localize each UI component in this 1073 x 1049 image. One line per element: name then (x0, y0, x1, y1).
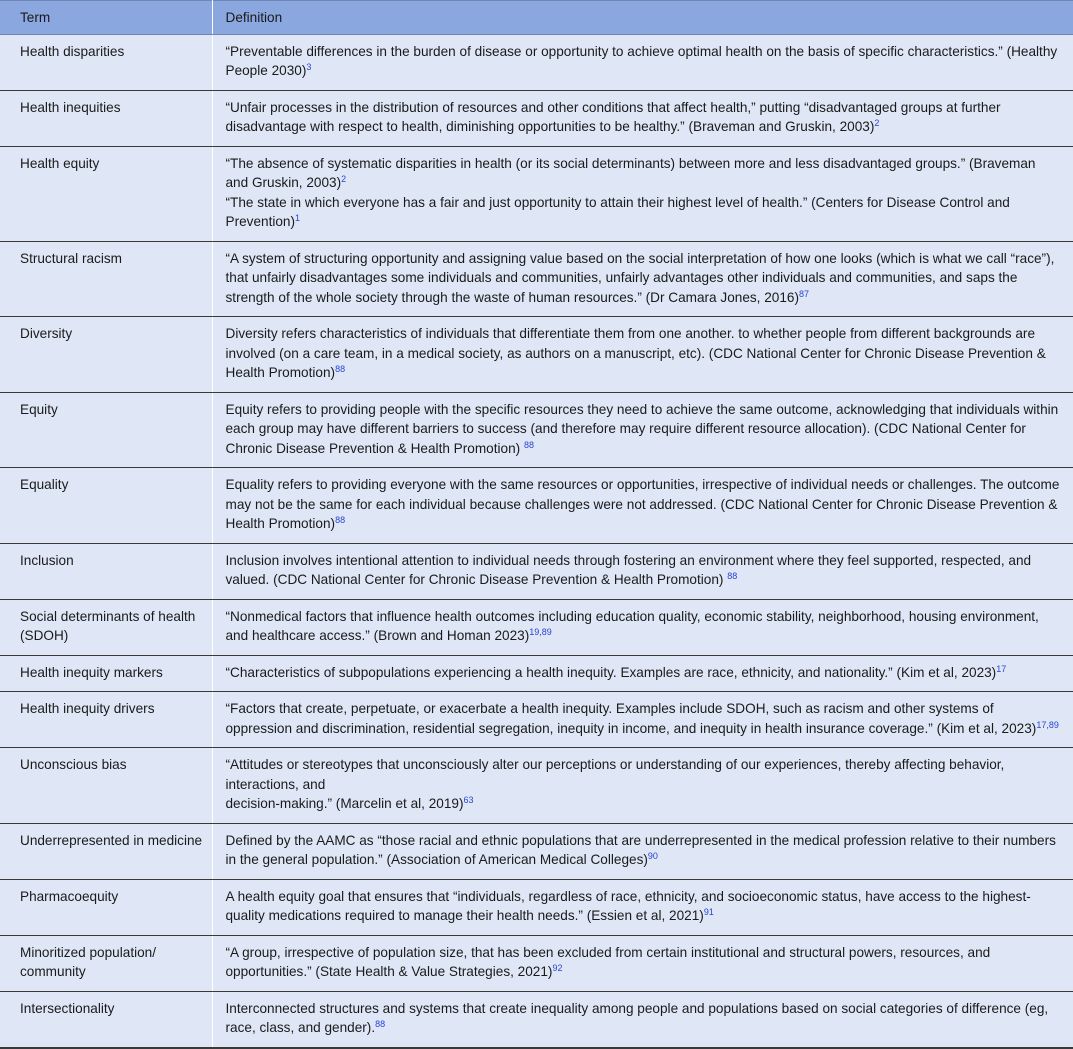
reference-link[interactable]: 2 (874, 118, 880, 128)
table-row (0, 879, 1073, 935)
reference-superscript (306, 62, 311, 72)
definition-text (226, 551, 1062, 590)
reference-link[interactable]: 87 (799, 288, 810, 299)
reference-superscript (648, 851, 658, 861)
definition-cell (212, 468, 1073, 544)
definition-cell (212, 655, 1073, 692)
definition-column-header: Definition (212, 1, 1073, 35)
definition-text (226, 663, 1062, 683)
definition-text (226, 943, 1062, 982)
definition-cell (212, 34, 1073, 90)
definition-text (226, 887, 1062, 926)
definition-text (226, 999, 1062, 1038)
definition-text (226, 794, 1062, 814)
reference-link[interactable]: 19,89 (529, 627, 552, 637)
reference-link[interactable]: 2 (341, 174, 347, 184)
table-row (0, 748, 1073, 824)
term-column-header: Term (0, 1, 212, 35)
definition-cell (212, 692, 1073, 748)
table-row (0, 935, 1073, 991)
table-row (0, 655, 1073, 692)
term-cell: Unconscious bias (0, 748, 212, 824)
definition-quote: “A system of structuring opportunity and assigning value based on the social interpretation of how one looks (which is what we call “race”), that unfairly disadvantages some individuals and communities, unfairly advantages other individuals and communities, and saps the strength of the whole society through the waste of human resources.” (Dr Camara Jones, 2016) (225, 250, 1055, 305)
table-row (0, 543, 1073, 599)
definition-text (226, 193, 1062, 232)
definition-quote: “Characteristics of subpopulations experiencing a health inequity. Examples are race, ethnicity, and nationality.” (Kim et al, 2023) (225, 664, 997, 680)
term-cell: Health inequities (0, 90, 212, 146)
reference-link[interactable]: 17 (996, 663, 1007, 674)
table-row (0, 34, 1073, 90)
reference-superscript (552, 963, 562, 973)
definition-quote: “A group, irrespective of population size, that has been excluded from certain institutional and structural powers, resources, and opportunities.” (State Health & Value Strategies, 2021) (225, 944, 991, 979)
table-row (0, 823, 1073, 879)
term-cell: Inclusion (0, 543, 212, 599)
table-row (0, 90, 1073, 146)
definition-cell (212, 991, 1073, 1048)
reference-superscript (1036, 720, 1059, 730)
reference-superscript (529, 627, 552, 637)
definition-quote: Equality refers to providing everyone with the same resources or opportunities, irrespective of individual needs or challenges. The outcome may not be the same for each individual because challenges were not addressed. (CDC National Center for Chronic Disease Prevention & Health Promotion) (225, 477, 1060, 531)
definition-quote: “Nonmedical factors that influence health outcomes including education quality, economic stability, neighborhood, housing environment, and healthcare access.” (Brown and Homan 2023) (225, 608, 1039, 643)
term-cell: Minoritized population/ community (0, 935, 212, 991)
reference-superscript (335, 515, 345, 525)
definition-quote: decision-making.” (Marcelin et al, 2019) (225, 796, 464, 811)
definition-text (226, 831, 1062, 870)
reference-link[interactable]: 88 (335, 515, 346, 525)
reference-superscript (464, 795, 474, 805)
reference-superscript (295, 213, 300, 223)
reference-link[interactable]: 3 (306, 62, 312, 72)
definition-text (226, 42, 1062, 81)
definition-quote: “Factors that create, perpetuate, or exacerbate a health inequity. Examples include SDOH, such as racism and other systems of oppression and discrimination, residential segregation, inequity in income, and inequity in health insurance coverage.” (Kim et al, 2023) (225, 701, 1037, 736)
table-row (0, 317, 1073, 393)
term-cell: Diversity (0, 317, 212, 393)
table-row (0, 241, 1073, 317)
definition-quote: “The state in which everyone has a fair and just opportunity to attain their highest level of health.” (Centers for Disease Control and Prevention) (225, 194, 1010, 229)
definition-quote: Equity refers to providing people with the specific resources they need to achieve the same outcome, acknowledging that individuals within each group may have different barriers to success (and therefore may require different resource allocation). (CDC National Center for Chronic Disease Prevention & Health Promotion) (225, 401, 1059, 456)
reference-link[interactable]: 88 (727, 571, 738, 581)
definition-cell (212, 748, 1073, 824)
reference-link[interactable]: 88 (523, 439, 534, 450)
definition-cell (212, 90, 1073, 146)
definition-cell (212, 317, 1073, 393)
term-cell: Health disparities (0, 34, 212, 90)
reference-link[interactable]: 88 (335, 364, 346, 374)
definition-text (226, 699, 1062, 738)
table-header-row (0, 1, 1073, 35)
term-cell: Health inequity markers (0, 655, 212, 692)
definition-quote: “Preventable differences in the burden of disease or opportunity to achieve optimal health on the basis of specific characteristics.” (Healthy People 2030) (225, 43, 1058, 78)
definition-text (226, 98, 1062, 137)
term-cell: Equity (0, 392, 212, 468)
definition-text (226, 607, 1062, 646)
reference-link[interactable]: 91 (703, 907, 714, 917)
reference-link[interactable]: 92 (552, 963, 563, 973)
definition-quote: “The absence of systematic disparities in health (or its social determinants) between more and less disadvantaged groups.” (Braveman and Gruskin, 2003) (225, 155, 1036, 190)
term-cell: Pharmacoequity (0, 879, 212, 935)
reference-link[interactable]: 63 (463, 795, 474, 805)
definition-cell (212, 543, 1073, 599)
term-cell: Intersectionality (0, 991, 212, 1048)
definition-cell (212, 599, 1073, 655)
reference-superscript (704, 907, 714, 917)
table-body (0, 34, 1073, 1048)
reference-superscript (727, 571, 737, 581)
reference-link[interactable]: 88 (375, 1019, 386, 1029)
table-row (0, 146, 1073, 241)
definition-cell (212, 879, 1073, 935)
term-cell: Equality (0, 468, 212, 544)
reference-superscript (524, 440, 534, 450)
reference-superscript (799, 289, 809, 299)
table-row (0, 991, 1073, 1048)
definition-cell (212, 823, 1073, 879)
definition-cell (212, 392, 1073, 468)
definition-text (226, 755, 1062, 794)
definition-text (226, 154, 1062, 193)
definition-quote: “Attitudes or stereotypes that unconsciously alter our perceptions or understanding of our experiences, thereby affecting behavior, interactions, and (225, 757, 1005, 792)
definition-cell (212, 146, 1073, 241)
definition-quote: Defined by the AAMC as “those racial and ethnic populations that are underrepresented in the medical profession relative to their numbers in the general population.” (Association of American Medical Colleges) (225, 832, 1056, 867)
table-row (0, 599, 1073, 655)
definition-text (226, 249, 1062, 308)
term-cell: Underrepresented in medicine (0, 823, 212, 879)
table-row (0, 392, 1073, 468)
reference-superscript (874, 118, 879, 128)
reference-superscript (335, 364, 345, 374)
definition-cell (212, 935, 1073, 991)
reference-superscript (996, 664, 1006, 674)
definition-text (226, 400, 1062, 459)
definition-cell (212, 241, 1073, 317)
term-cell: Structural racism (0, 241, 212, 317)
definition-text (226, 324, 1062, 383)
term-cell: Social determinants of health (SDOH) (0, 599, 212, 655)
table-row (0, 468, 1073, 544)
table-row (0, 692, 1073, 748)
reference-link[interactable]: 90 (647, 851, 658, 861)
definition-quote: Inclusion involves intentional attention to individual needs through fostering an environment where they feel supported, respected, and valued. (CDC National Center for Chronic Disease Prevention & Health Promotion) (225, 552, 1032, 587)
definition-quote: A health equity goal that ensures that “individuals, regardless of race, ethnicity, and socioeconomic status, have access to the highest-quality medications required to manage their health needs.” (Essien et al, 2021) (225, 888, 1031, 923)
definition-quote: Diversity refers characteristics of individuals that differentiate them from one another. to whether people from different backgrounds are involved (on a care team, in a medical society, as authors on a manuscript, etc). (CDC National Center for Chronic Disease Prevention & Health Promotion) (225, 326, 1046, 380)
reference-superscript (341, 174, 346, 184)
definition-quote: “Unfair processes in the distribution of resources and other conditions that affect health,” putting “disadvantaged groups at further disadvantage with respect to health, diminishing opportunities to be healthy.” (Braveman and Gruskin, 2003) (225, 99, 1001, 134)
reference-link[interactable]: 1 (295, 213, 301, 223)
definition-text (226, 475, 1062, 534)
term-cell: Health equity (0, 146, 212, 241)
term-cell: Health inequity drivers (0, 692, 212, 748)
reference-link[interactable]: 17,89 (1036, 719, 1059, 730)
definition-quote: Interconnected structures and systems that create inequality among people and populations based on social categories of difference (eg, race, class, and gender). (225, 1000, 1049, 1035)
reference-superscript (375, 1019, 385, 1029)
